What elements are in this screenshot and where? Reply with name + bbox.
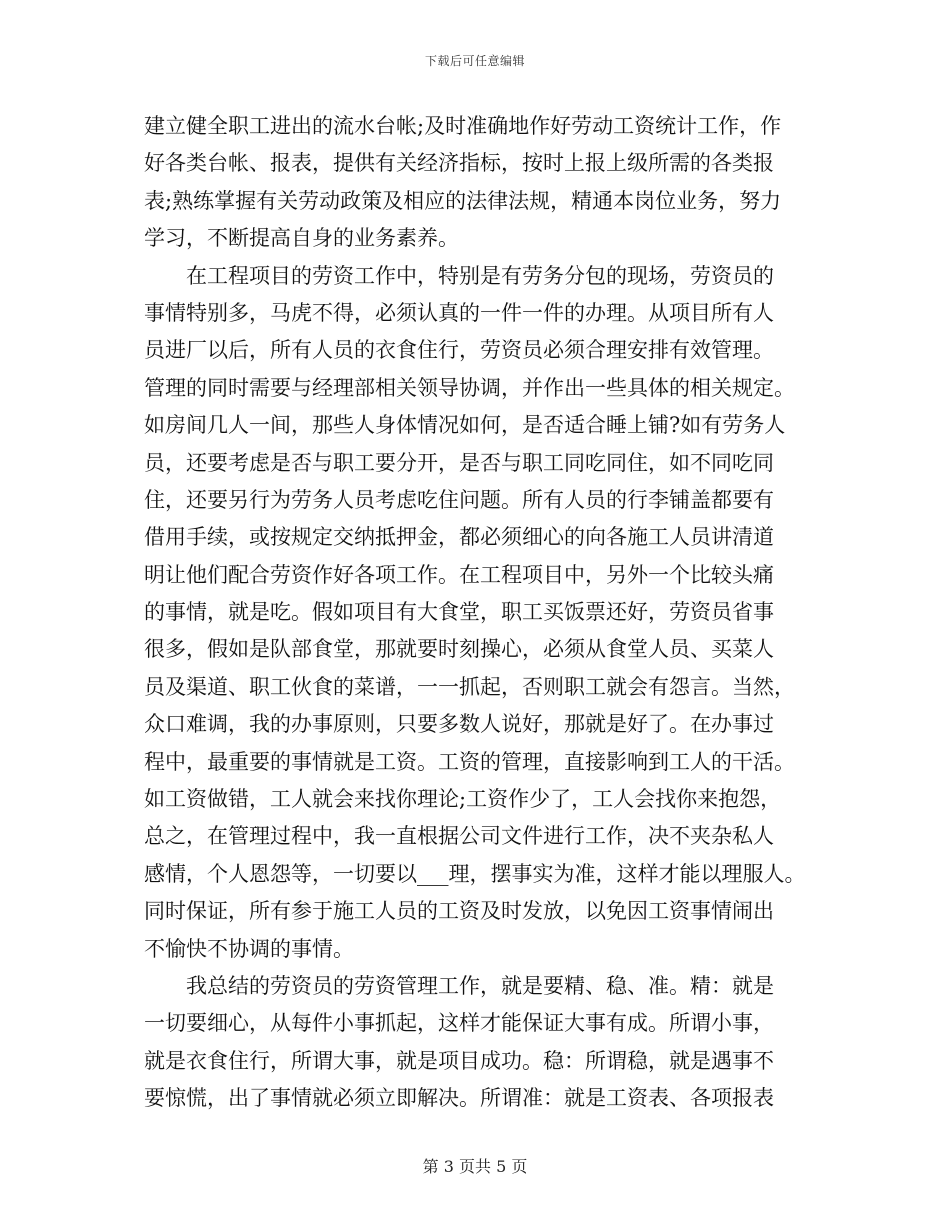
paragraph-start-line: 我总结的劳资员的劳资管理工作，就是要精、稳、准。精：就是 xyxy=(186,973,774,998)
text-line: 如房间几人一间，那些人身体情况如何，是否适合睡上铺?如有劳务人 xyxy=(144,413,786,438)
text-line: 不愉快不协调的事情。 xyxy=(144,936,354,961)
text-line: 事情特别多，马虎不得，必须认真的一件一件的办理。从项目所有人 xyxy=(144,300,774,325)
text-line: 员进厂以后，所有人员的衣食住行，劳资员必须合理安排有效管理。 xyxy=(144,338,774,363)
text-line: 总之，在管理过程中，我一直根据公司文件进行工作，决不夹杂私人 xyxy=(144,824,774,849)
text-line: 员及渠道、职工伙食的菜谱，一一抓起，否则职工就会有怨言。当然， xyxy=(144,674,795,699)
text-line: 学习，不断提高自身的业务素养。 xyxy=(144,226,459,251)
text-line: 众口难调，我的办事原则，只要多数人说好，那就是好了。在办事过 xyxy=(144,712,774,737)
page-footer: 第 3 页共 5 页 xyxy=(422,1157,528,1176)
text-line: 的事情，就是吃。假如项目有大食堂，职工买饭票还好，劳资员省事 xyxy=(144,600,774,625)
text-line: 同时保证，所有参于施工人员的工资及时发放，以免因工资事情闹出 xyxy=(144,899,774,924)
text-line: 明让他们配合劳资作好各项工作。在工程项目中，另外一个比较头痛 xyxy=(144,562,774,587)
text-line: 借用手续，或按规定交纳抵押金，都必须细心的向各施工人员讲清道 xyxy=(144,525,774,550)
text-line: 一切要细心，从每件小事抓起，这样才能保证大事有成。所谓小事， xyxy=(144,1011,774,1036)
text-line: 程中，最重要的事情就是工资。工资的管理，直接影响到工人的干活。 xyxy=(144,749,795,774)
paragraph-start-line: 在工程项目的劳资工作中，特别是有劳务分包的现场，劳资员的 xyxy=(186,263,774,288)
text-line: 建立健全职工进出的流水台帐;及时准确地作好劳动工资统计工作，作 xyxy=(144,114,782,138)
text-line: 员，还要考虑是否与职工要分开，是否与职工同吃同住，如不同吃同 xyxy=(144,450,774,475)
document-body xyxy=(144,108,812,1118)
text-line: 很多，假如是队部食堂，那就要时刻操心，必须从食堂人员、买菜人 xyxy=(144,637,774,662)
text-line: 管理的同时需要与经理部相关领导协调，并作出一些具体的相关规定。 xyxy=(144,375,795,400)
text-line: 就是衣食住行，所谓大事，就是项目成功。稳：所谓稳，就是遇事不 xyxy=(144,1048,774,1073)
text-line: 表;熟练掌握有关劳动政策及相应的法律法规，精通本岗位业务，努力 xyxy=(144,188,782,213)
text-line: 好各类台帐、报表，提供有关经济指标，按时上报上级所需的各类报 xyxy=(144,151,774,176)
text-line: 感情，个人恩怨等，一切要以___理，摆事实为准，这样才能以理服人。 xyxy=(144,861,806,886)
text-line: 如工资做错，工人就会来找你理论;工资作少了，工人会找你来抱怨， xyxy=(144,787,782,812)
text-line: 住，还要另行为劳务人员考虑吃住问题。所有人员的行李铺盖都要有 xyxy=(144,487,774,512)
text-line: 要惊慌，出了事情就必须立即解决。所谓准：就是工资表、各项报表 xyxy=(144,1086,774,1111)
page-header: 下载后可任意编辑 xyxy=(424,54,525,68)
